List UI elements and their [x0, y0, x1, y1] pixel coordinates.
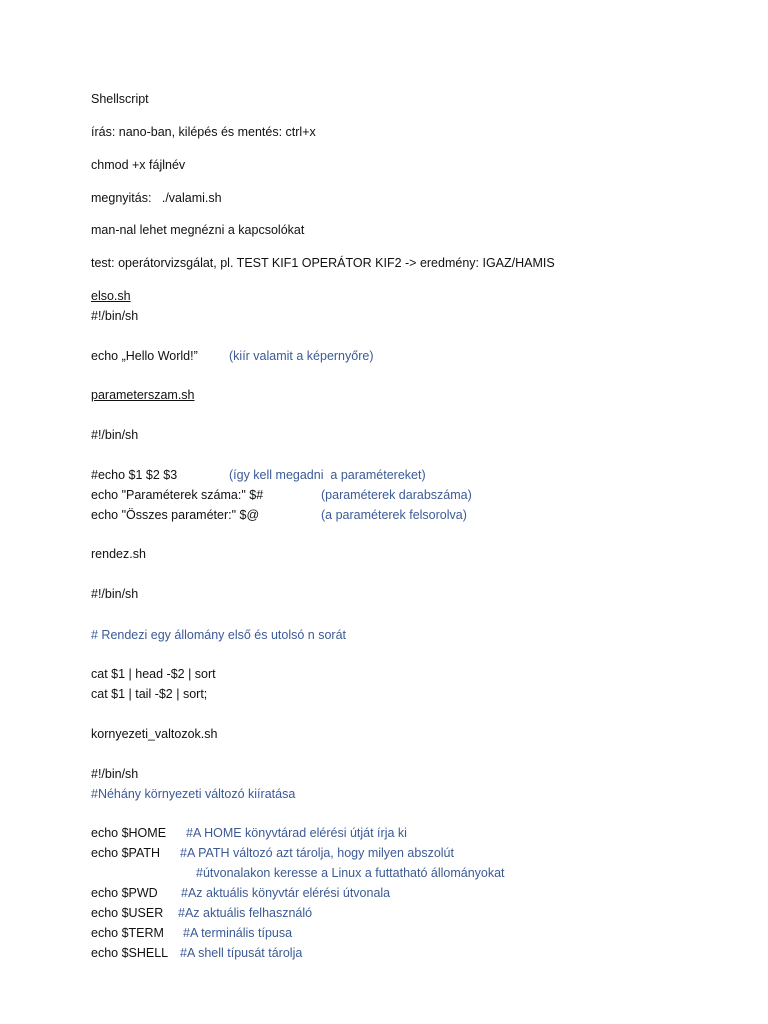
shebang-line: #!/bin/sh — [91, 587, 139, 601]
code-line: echo "Összes paraméter:" $@ — [91, 508, 260, 522]
code-line: echo $USER — [91, 906, 164, 920]
script-filename: rendez.sh — [91, 547, 146, 561]
script-filename: kornyezeti_valtozok.sh — [91, 727, 218, 741]
shebang-line: #!/bin/sh — [91, 428, 139, 442]
code-line: echo $HOME — [91, 826, 167, 840]
code-comment: #A PATH változó azt tárolja, hogy milyen abszolút — [180, 846, 454, 860]
code-comment: #Néhány környezeti változó kiíratása — [91, 787, 296, 801]
code-comment: (paraméterek darabszáma) — [321, 488, 472, 502]
note-line: test: operátorvizsgálat, pl. TEST KIF1 OPERÁTOR KIF2 -> eredmény: IGAZ/HAMIS — [91, 256, 555, 270]
code-line: echo $PATH — [91, 846, 161, 860]
code-line: cat $1 | head -$2 | sort — [91, 667, 216, 681]
code-comment: #A shell típusát tárolja — [180, 946, 303, 960]
shebang-line: #!/bin/sh — [91, 767, 139, 781]
shebang-line: #!/bin/sh — [91, 309, 139, 323]
code-comment: (a paraméterek felsorolva) — [321, 508, 467, 522]
note-line: chmod +x fájlnév — [91, 158, 186, 172]
code-comment: #Az aktuális könyvtár elérési útvonala — [181, 886, 391, 900]
code-comment: #A terminális típusa — [183, 926, 293, 940]
code-line: cat $1 | tail -$2 | sort; — [91, 687, 208, 701]
code-comment: #A HOME könyvtárad elérési útját írja ki — [186, 826, 407, 840]
code-line: #echo $1 $2 $3 — [91, 468, 178, 482]
code-line: echo „Hello World!” — [91, 349, 198, 363]
note-line: megnyitás: ./valami.sh — [91, 191, 222, 205]
code-comment: #Az aktuális felhasználó — [178, 906, 313, 920]
code-comment: (kiír valamit a képernyőre) — [229, 349, 374, 363]
script-filename: elso.sh — [91, 289, 131, 303]
code-comment: # Rendezi egy állomány első és utolsó n sorát — [91, 628, 347, 642]
script-filename: parameterszam.sh — [91, 388, 195, 402]
code-line: echo "Paraméterek száma:" $# — [91, 488, 264, 502]
doc-title: Shellscript — [91, 92, 149, 106]
note-line: írás: nano-ban, kilépés és mentés: ctrl+x — [91, 125, 316, 139]
code-line: echo $PWD — [91, 886, 158, 900]
code-comment: (így kell megadni a paramétereket) — [229, 468, 426, 482]
note-line: man-nal lehet megnézni a kapcsolókat — [91, 223, 305, 237]
code-comment: #útvonalakon keresse a Linux a futtatható állományokat — [196, 866, 505, 880]
code-line: echo $TERM — [91, 926, 164, 940]
code-line: echo $SHELL — [91, 946, 169, 960]
